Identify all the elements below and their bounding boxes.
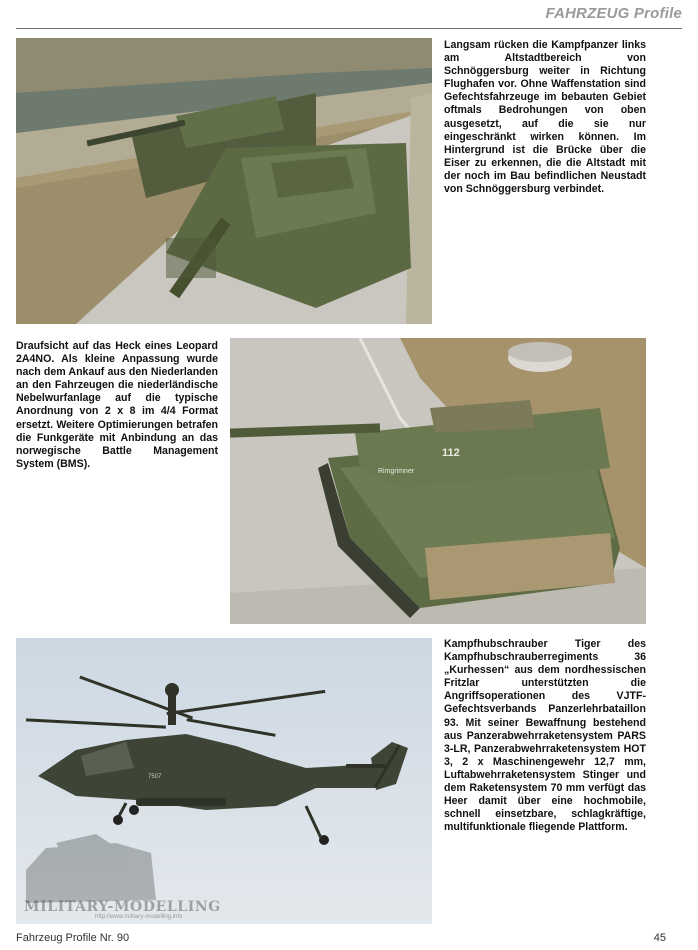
header-rule bbox=[16, 28, 682, 29]
page-number: 45 bbox=[653, 932, 666, 944]
tank-number: 112 bbox=[442, 447, 460, 459]
heli-marking: 7507 bbox=[148, 774, 162, 780]
photo-tanks-road bbox=[16, 38, 432, 324]
photo-helicopter bbox=[16, 638, 432, 924]
caption-middle: Draufsicht auf das Heck eines Leopard 2A4NO. Als kleine Anpassung wurde nach dem Ankauf aus den Niederlanden an den Fahrzeugen die niederländische Nebelwurfanlage auf die typische Anordnung von 2 x 8 im 4/4 Format ersetzt. Weitere Optimierungen betrafen die Funkgeräte mit Anbindung an das norwegische Battle Management System (BMS). bbox=[16, 340, 218, 470]
tank-name: Rimgrimner bbox=[378, 468, 415, 475]
photo-tank-top-view bbox=[230, 338, 646, 624]
watermark-text: MILITARY-MODELLING bbox=[24, 899, 221, 915]
watermark-url: http://www.military-modelling.info bbox=[95, 914, 183, 920]
caption-bottom: Kampfhubschrauber Tiger des Kampfhubschrauberregiments 36 „Kurhessen“ aus dem nordhessischen Fritzlar unterstützten die Angriffsoperationen des VJTF-Gefechtsverbands Panzerlehrbataillon 93. Mit seiner Bewaffnung bestehend aus Panzerabwehrraketensystem PARS 3-LR, Panzerabwehrraketensystem HOT 3, 2 x Maschinengewehr 12,7 mm, Luftabwehrraketensystem Stinger und dem Raketensystem 70 mm verfügt das Heer damit über eine hochmobile, schnell einsetzbare, schlagkräftige, multifunktionale fliegende Plattform. bbox=[444, 638, 646, 834]
footer-publication: Fahrzeug Profile Nr. 90 bbox=[16, 932, 130, 944]
caption-top: Langsam rücken die Kampfpanzer links am Altstadtbereich von Schnöggersburg weiter in Richtung Flughafen vor. Ohne Waffenstation sind Gefechtsfahrzeuge im bebauten Gebiet oftmals Bedrohungen von oben ausgesetzt, auf die sie nur eingeschränkt wirken können. Im Hintergrund ist die Brücke über die Eiser zu erkennen, die die Altstadt mit der noch im Bau befindlichen Neustadt von Schnöggersburg verbindet. bbox=[444, 39, 646, 196]
header-title: FAHRZEUG Profile bbox=[545, 5, 682, 22]
